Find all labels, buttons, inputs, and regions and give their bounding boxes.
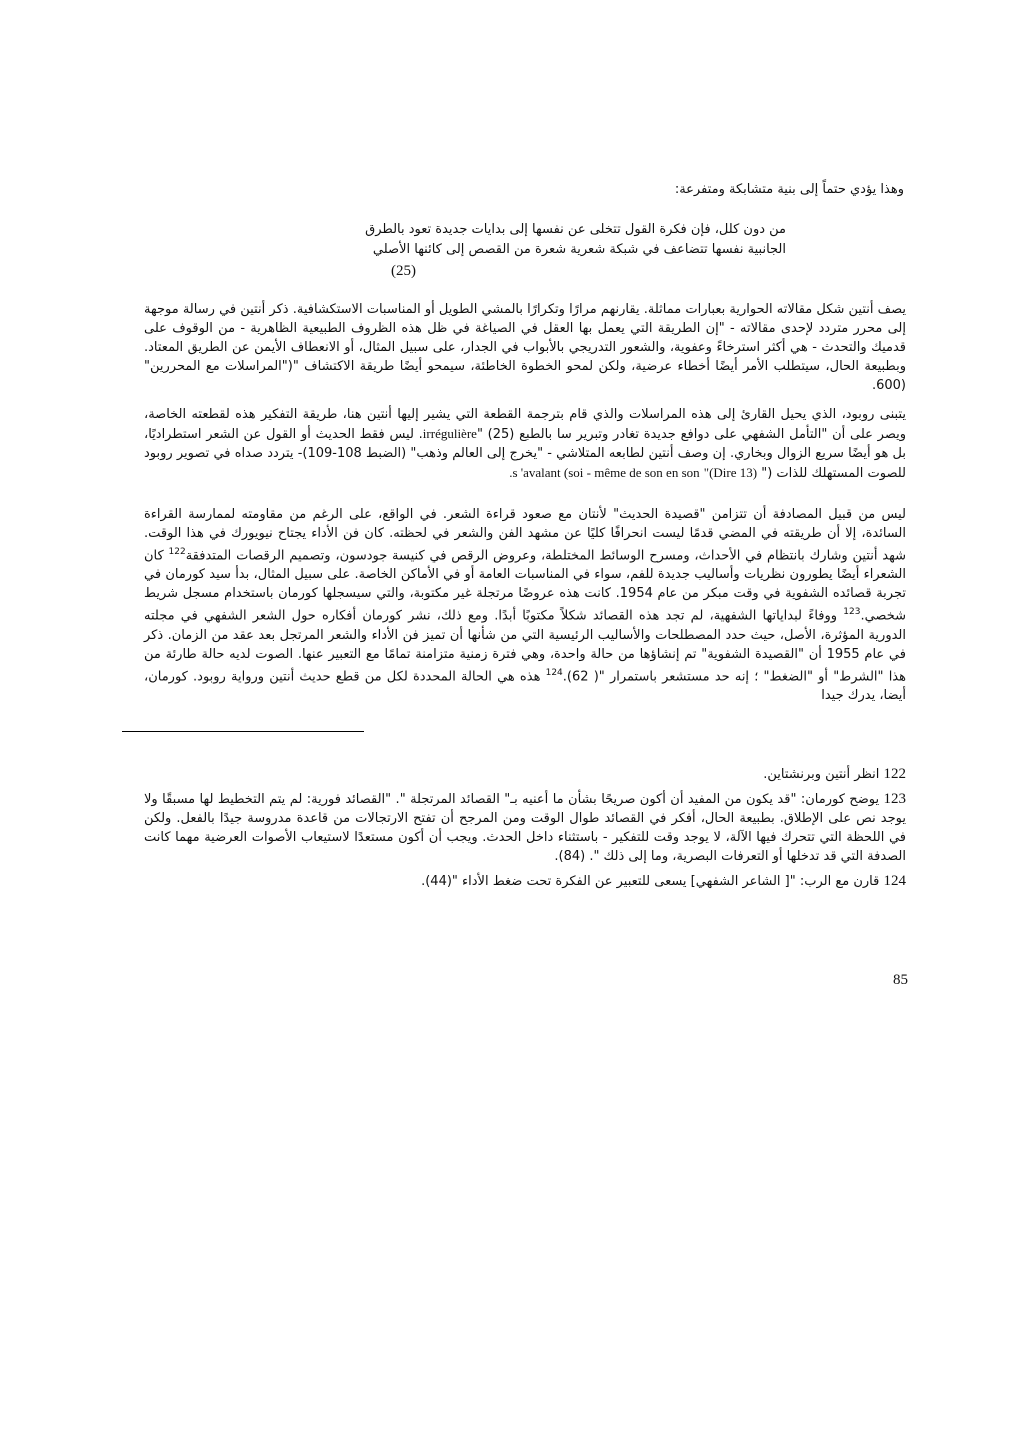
footnote-123: 123 يوضح كورمان: "قد يكون من المفيد أن أكون صريحًا بشأن ما أعنيه بـ" القصائد المرتجلة ". "القصائد فورية: لم يتم التخطيط لها مسبقًا ولا يوجد نص على الإطلاق. بطبيعة الحال، أفكر في القصائد طوال الوقت ومن المرجح أن تفتح الارتجالات من قاعدة مدروسة جيدًا بالفعل. ولكن في اللحظة التي تتحرك فيها الآلة، لا يوجد وقت للتفكير - باستثناء داخل الحدث. ويجب أن أكون مستعدًا لاستيعاب الأصوات العرضية مهما كانت الصدفة التي قد تدخلها أو التعرفات البصرية، وما إلى ذلك ". (84). xyxy=(144,791,906,864)
paragraph-3: ليس من قبيل المصادفة أن تتزامن "قصيدة الحديث" لأنتان مع صعود قراءة الشعر. في الواقع، على الرغم من مقاومته لممارسة القراءة السائدة، إلا أن طريقته في المضي قدمًا ليست انحرافًا كليًا عن مشهد الفن والشعر في لحظته. كان فن الأداء يجتاح نيويورك في هذا الوقت. شهد أنتين وشارك بانتظام في الأحداث، ومسرح الوسائط المختلطة، وعروض الرقص في كنيسة جودسون، وتصميم الرقصات المتدفقة$^{122}$ كان الشعراء أيضًا يطورون نظريات وأساليب جديدة للفم، سواء في المناسبات العامة أو في الأماكن الخاصة. على سبيل المثال، بدأ سيد كورمان في تجربة قصائده الشفوية في وقت مبكر من عام 1954. كانت هذه عروضًا مرتجلة غير مكتوبة، والتي سيسجلها كورمان باستخدام مسجل شريط شخصي.$^{123}$ ووفاءً لبداياتها الشفهية، لم تجد هذه القصائد شكلاً مكتوبًا أبدًا. ومع ذلك، نشر كورمان أفكاره حول الشعر الشفهي في مجلته الدورية المؤثرة، الأصل، حيث حدد المصطلحات والأساليب الرئيسية التي من شأنها أن تميز فن الأداء والشعر المرتجل بعد عقد من الزمان. ذكر في عام 1955 أن "القصيدة الشفوية" تم إنشاؤها من حالة واحدة، وهي فترة زمنية متزامنة تمامًا مع التعبير عنها. الصوت لديه حالة طارئة من هذا "الشرط" أو "الضغط" ؛ إنه حد مستشعر باستمرار "( 62).$^{124}$ هذه هي الحالة المحددة لكل من قطع حديث أنتين ورواية روبود. كورمان، أيضا، يدرك جيدا xyxy=(144,507,906,703)
paragraph-2: يتبنى روبود، الذي يحيل القارئ إلى هذه المراسلات والذي قام بترجمة القطعة التي يشير إليها أنتين هنا، طريقة التفكير هذه لقطعته الخاصة، ويصر على أن "التأمل الشفهي على دوافع جديدة تغادر وتبرير سا بالطبع irrégulière" (25). ليس فقط الحديث أو القول عن الشعر استطراديًا، بل هو أيضًا سريع الزوال وبخاري. إن وصف أنتين لطابعه المتلاشي - "يخرج إلى العالم وذهب" (الضبط 108-109)- يتردد صداه في تصوير روبود للصوت المستهلك للذات (" s 'avalant (soi - même de son en son "(Dire 13). xyxy=(144,407,906,481)
quote-citation: (25) xyxy=(391,263,416,279)
paragraph-1: يصف أنتين شكل مقالاته الحوارية بعبارات مماثلة. يقارنهم مرارًا وتكرارًا بالمشي الطويل أو المناسبات الاستكشافية. ذكر أنتين في رسالة موجهة إلى محرر متردد لإحدى مقالاته - "إن الطريقة التي يعمل بها العقل في الصياغة في ظل هذه الظروف الطبيعية الظاهرية - من الوقوف على قدميك والتحدث - هي أكثر استرخاءً وعفوية، والشعور التدريجي بالأبواب في الجدار، على سبيل المثال، أو الانعطاف الأيمن عن الطريق المعتاد. وبطبيعة الحال، سيتطلب الأمر أيضًا أخطاء عرضية، ولكن لمحو الخطوة الخاطئة، سيمحو أيضًا طريقة الاكتشاف "("المراسلات مع المحررين" (600. xyxy=(144,302,906,393)
footnote-ref-124: 124 xyxy=(545,667,563,678)
latin-term-irreguliere: irrégulière xyxy=(422,426,477,441)
footnote-122: 122 انظر أنتين وبرنشتاين. xyxy=(763,766,906,782)
latin-quote-avalant: s 'avalant (soi - même de son en son xyxy=(512,465,700,480)
footnote-ref-122: 122 xyxy=(168,547,186,557)
intro-line: وهذا يؤدي حتماً إلى بنية متشابكة ومتفرعة: xyxy=(674,182,904,197)
page-number: 85 xyxy=(893,972,908,988)
footnote-separator xyxy=(122,731,364,732)
block-quote: من دون كلل، فإن فكرة القول تتخلى عن نفسها إلى بدايات جديدة تعود بالطرق الجانبية نفسها تتضاعف في شبكة شعرية شعرة من القصص إلى كائنها الأصلي xyxy=(365,222,786,257)
footnote-124: 124 قارن مع الرب: "[ الشاعر الشفهي] يسعى للتعبير عن الفكرة تحت ضغط الأداء "(44). xyxy=(421,873,906,889)
footnote-ref-123: 123 xyxy=(843,607,861,618)
